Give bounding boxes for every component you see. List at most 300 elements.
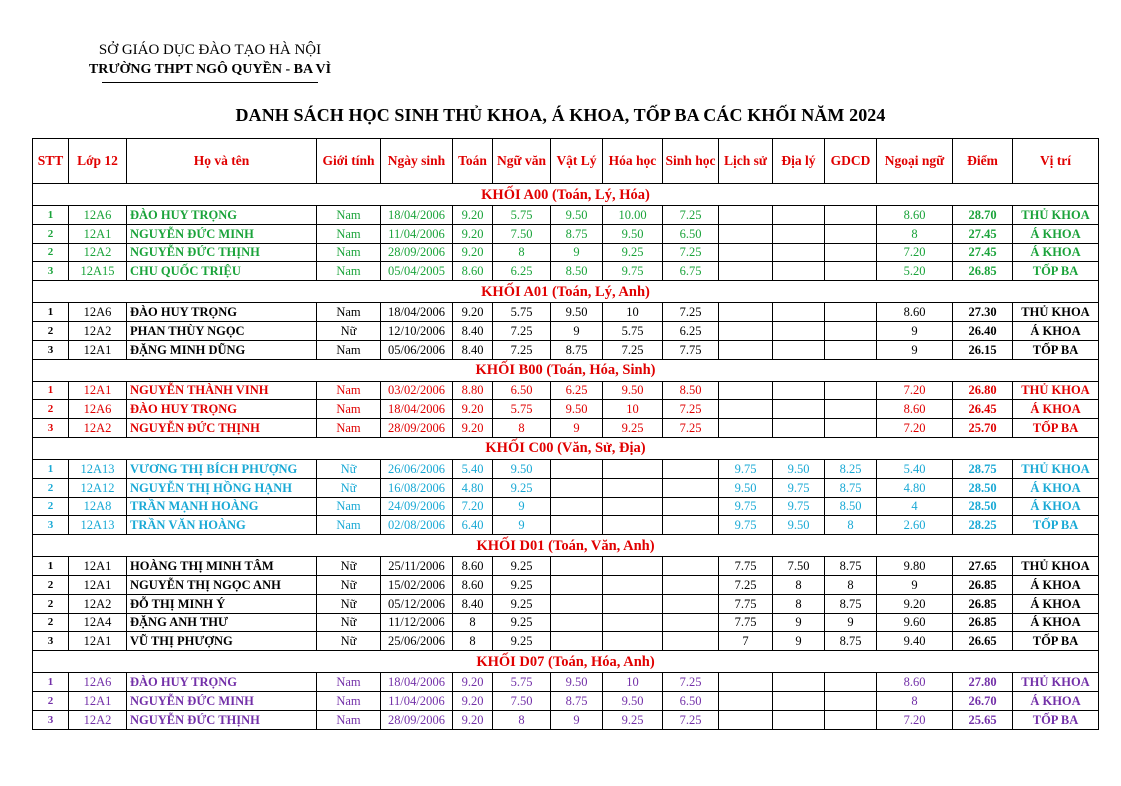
chemistry-cell: 9.25 — [603, 710, 663, 729]
class-cell: 12A1 — [69, 691, 127, 710]
stt-cell: 2 — [33, 400, 69, 419]
literature-cell: 7.50 — [493, 691, 551, 710]
birth-date-cell: 02/08/2006 — [381, 516, 453, 535]
total-score-cell: 26.85 — [953, 575, 1013, 594]
stt-cell: 2 — [33, 497, 69, 516]
math-cell: 9.20 — [453, 691, 493, 710]
history-cell — [719, 381, 773, 400]
foreign-language-cell: 4 — [877, 497, 953, 516]
geography-cell: 9.50 — [773, 516, 825, 535]
chemistry-cell: 10 — [603, 673, 663, 692]
gender-cell: Nam — [317, 691, 381, 710]
column-header: GDCD — [825, 139, 877, 184]
physics-cell — [551, 459, 603, 478]
total-score-cell: 27.65 — [953, 557, 1013, 576]
math-cell: 9.20 — [453, 206, 493, 225]
geography-cell — [773, 243, 825, 262]
rank-cell: THỦ KHOA — [1013, 673, 1099, 692]
literature-cell: 9.25 — [493, 557, 551, 576]
table-row — [33, 673, 1099, 692]
column-header: Ngày sinh — [381, 139, 453, 184]
math-cell: 5.40 — [453, 459, 493, 478]
math-cell: 8.40 — [453, 340, 493, 359]
total-score-cell: 26.40 — [953, 321, 1013, 340]
gender-cell: Nữ — [317, 594, 381, 613]
chemistry-cell: 10.00 — [603, 206, 663, 225]
group-header-row — [33, 281, 1099, 303]
student-name-cell: TRẦN MẠNH HOÀNG — [127, 497, 317, 516]
class-cell: 12A2 — [69, 321, 127, 340]
student-name-cell: NGUYỄN THỊ HỒNG HẠNH — [127, 478, 317, 497]
history-cell — [719, 691, 773, 710]
history-cell — [719, 303, 773, 322]
class-cell: 12A1 — [69, 575, 127, 594]
table-row — [33, 321, 1099, 340]
physics-cell: 8.75 — [551, 340, 603, 359]
student-name-cell: CHU QUỐC TRIỆU — [127, 262, 317, 281]
rank-cell: Á KHOA — [1013, 575, 1099, 594]
gender-cell: Nam — [317, 206, 381, 225]
stt-cell: 2 — [33, 478, 69, 497]
group-title: KHỐI D01 (Toán, Văn, Anh) — [33, 535, 1099, 557]
foreign-language-cell: 7.20 — [877, 243, 953, 262]
biology-cell — [663, 516, 719, 535]
student-name-cell: ĐÀO HUY TRỌNG — [127, 400, 317, 419]
student-name-cell: NGUYỄN ĐỨC THỊNH — [127, 710, 317, 729]
chemistry-cell: 10 — [603, 400, 663, 419]
geography-cell: 7.50 — [773, 557, 825, 576]
history-cell — [719, 243, 773, 262]
physics-cell: 8.75 — [551, 691, 603, 710]
civics-cell: 9 — [825, 613, 877, 632]
table-row — [33, 400, 1099, 419]
foreign-language-cell: 7.20 — [877, 419, 953, 438]
student-name-cell: ĐỖ THỊ MINH Ý — [127, 594, 317, 613]
student-name-cell: ĐÀO HUY TRỌNG — [127, 206, 317, 225]
biology-cell: 6.75 — [663, 262, 719, 281]
student-name-cell: ĐẶNG MINH DŨNG — [127, 340, 317, 359]
group-header-row — [33, 535, 1099, 557]
class-cell: 12A4 — [69, 613, 127, 632]
table-row — [33, 381, 1099, 400]
rank-cell: Á KHOA — [1013, 224, 1099, 243]
column-header: Giới tính — [317, 139, 381, 184]
rank-cell: Á KHOA — [1013, 321, 1099, 340]
chemistry-cell: 5.75 — [603, 321, 663, 340]
foreign-language-cell: 9 — [877, 340, 953, 359]
stt-cell: 2 — [33, 575, 69, 594]
civics-cell — [825, 381, 877, 400]
group-header-row — [33, 437, 1099, 459]
class-cell: 12A6 — [69, 673, 127, 692]
rank-cell: Á KHOA — [1013, 243, 1099, 262]
gender-cell: Nam — [317, 673, 381, 692]
civics-cell — [825, 673, 877, 692]
history-cell — [719, 321, 773, 340]
stt-cell: 1 — [33, 303, 69, 322]
biology-cell — [663, 478, 719, 497]
rank-cell: Á KHOA — [1013, 497, 1099, 516]
chemistry-cell: 9.75 — [603, 262, 663, 281]
table-header-row — [33, 139, 1099, 184]
class-cell: 12A1 — [69, 557, 127, 576]
class-cell: 12A15 — [69, 262, 127, 281]
literature-cell: 5.75 — [493, 206, 551, 225]
table-row — [33, 224, 1099, 243]
math-cell: 9.20 — [453, 224, 493, 243]
math-cell: 9.20 — [453, 243, 493, 262]
geography-cell: 8 — [773, 594, 825, 613]
history-cell: 9.75 — [719, 459, 773, 478]
foreign-language-cell: 9 — [877, 575, 953, 594]
geography-cell — [773, 400, 825, 419]
total-score-cell: 26.85 — [953, 594, 1013, 613]
table-row — [33, 206, 1099, 225]
header-underline — [102, 82, 318, 83]
column-header: Hóa học — [603, 139, 663, 184]
total-score-cell: 26.65 — [953, 632, 1013, 651]
history-cell — [719, 340, 773, 359]
civics-cell — [825, 691, 877, 710]
gender-cell: Nam — [317, 710, 381, 729]
rank-cell: TỐP BA — [1013, 340, 1099, 359]
class-cell: 12A2 — [69, 594, 127, 613]
physics-cell: 9 — [551, 419, 603, 438]
group-title: KHỐI B00 (Toán, Hóa, Sinh) — [33, 359, 1099, 381]
geography-cell — [773, 262, 825, 281]
biology-cell: 6.50 — [663, 224, 719, 243]
chemistry-cell — [603, 516, 663, 535]
birth-date-cell: 18/04/2006 — [381, 400, 453, 419]
column-header: Sinh học — [663, 139, 719, 184]
rank-cell: THỦ KHOA — [1013, 557, 1099, 576]
biology-cell — [663, 459, 719, 478]
literature-cell: 9.50 — [493, 459, 551, 478]
group-header-row — [33, 359, 1099, 381]
chemistry-cell: 9.50 — [603, 381, 663, 400]
stt-cell: 2 — [33, 224, 69, 243]
history-cell — [719, 710, 773, 729]
class-cell: 12A6 — [69, 303, 127, 322]
literature-cell: 9.25 — [493, 478, 551, 497]
total-score-cell: 26.85 — [953, 262, 1013, 281]
group-header-row — [33, 651, 1099, 673]
physics-cell: 9 — [551, 321, 603, 340]
geography-cell — [773, 710, 825, 729]
student-name-cell: NGUYỄN ĐỨC THỊNH — [127, 243, 317, 262]
geography-cell — [773, 673, 825, 692]
birth-date-cell: 11/04/2006 — [381, 224, 453, 243]
table-row — [33, 419, 1099, 438]
gender-cell: Nam — [317, 497, 381, 516]
birth-date-cell: 28/09/2006 — [381, 710, 453, 729]
column-header: Lịch sử — [719, 139, 773, 184]
rank-cell: THỦ KHOA — [1013, 206, 1099, 225]
civics-cell: 8.75 — [825, 632, 877, 651]
civics-cell — [825, 243, 877, 262]
geography-cell: 9.50 — [773, 459, 825, 478]
history-cell: 7.75 — [719, 613, 773, 632]
results-table — [32, 138, 1099, 730]
stt-cell: 3 — [33, 340, 69, 359]
math-cell: 7.20 — [453, 497, 493, 516]
student-name-cell: ĐẶNG ANH THƯ — [127, 613, 317, 632]
geography-cell — [773, 691, 825, 710]
math-cell: 8.40 — [453, 321, 493, 340]
history-cell: 9.75 — [719, 497, 773, 516]
class-cell: 12A12 — [69, 478, 127, 497]
total-score-cell: 28.70 — [953, 206, 1013, 225]
gender-cell: Nam — [317, 419, 381, 438]
class-cell: 12A2 — [69, 710, 127, 729]
gender-cell: Nữ — [317, 575, 381, 594]
total-score-cell: 25.70 — [953, 419, 1013, 438]
birth-date-cell: 24/09/2006 — [381, 497, 453, 516]
biology-cell: 7.25 — [663, 673, 719, 692]
class-cell: 12A2 — [69, 243, 127, 262]
math-cell: 9.20 — [453, 419, 493, 438]
physics-cell: 9.50 — [551, 673, 603, 692]
gender-cell: Nữ — [317, 459, 381, 478]
geography-cell — [773, 303, 825, 322]
document-header — [60, 40, 360, 83]
table-row — [33, 497, 1099, 516]
biology-cell — [663, 497, 719, 516]
class-cell: 12A6 — [69, 206, 127, 225]
civics-cell — [825, 262, 877, 281]
biology-cell: 7.25 — [663, 419, 719, 438]
biology-cell: 7.25 — [663, 303, 719, 322]
math-cell: 8.60 — [453, 557, 493, 576]
history-cell — [719, 262, 773, 281]
birth-date-cell: 18/04/2006 — [381, 303, 453, 322]
literature-cell: 8 — [493, 710, 551, 729]
history-cell — [719, 419, 773, 438]
biology-cell — [663, 613, 719, 632]
history-cell — [719, 224, 773, 243]
gender-cell: Nam — [317, 381, 381, 400]
math-cell: 8.60 — [453, 575, 493, 594]
physics-cell — [551, 632, 603, 651]
civics-cell: 8 — [825, 575, 877, 594]
foreign-language-cell: 8.60 — [877, 400, 953, 419]
birth-date-cell: 28/09/2006 — [381, 243, 453, 262]
foreign-language-cell: 9.40 — [877, 632, 953, 651]
student-name-cell: ĐÀO HUY TRỌNG — [127, 303, 317, 322]
literature-cell: 9.25 — [493, 613, 551, 632]
column-header: Lớp 12 — [69, 139, 127, 184]
civics-cell — [825, 400, 877, 419]
rank-cell: Á KHOA — [1013, 613, 1099, 632]
stt-cell: 3 — [33, 632, 69, 651]
biology-cell: 7.25 — [663, 206, 719, 225]
chemistry-cell — [603, 613, 663, 632]
class-cell: 12A13 — [69, 459, 127, 478]
foreign-language-cell: 2.60 — [877, 516, 953, 535]
chemistry-cell — [603, 557, 663, 576]
biology-cell — [663, 594, 719, 613]
birth-date-cell: 05/06/2006 — [381, 340, 453, 359]
total-score-cell: 25.65 — [953, 710, 1013, 729]
class-cell: 12A8 — [69, 497, 127, 516]
civics-cell — [825, 206, 877, 225]
stt-cell: 3 — [33, 710, 69, 729]
table-row — [33, 243, 1099, 262]
rank-cell: Á KHOA — [1013, 478, 1099, 497]
total-score-cell: 27.80 — [953, 673, 1013, 692]
column-header: Địa lý — [773, 139, 825, 184]
chemistry-cell — [603, 575, 663, 594]
geography-cell — [773, 206, 825, 225]
literature-cell: 8 — [493, 243, 551, 262]
math-cell: 9.20 — [453, 673, 493, 692]
literature-cell: 5.75 — [493, 303, 551, 322]
foreign-language-cell: 8.60 — [877, 206, 953, 225]
stt-cell: 2 — [33, 613, 69, 632]
student-name-cell: HOÀNG THỊ MINH TÂM — [127, 557, 317, 576]
geography-cell: 9.75 — [773, 478, 825, 497]
stt-cell: 2 — [33, 321, 69, 340]
student-name-cell: VƯƠNG THỊ BÍCH PHƯỢNG — [127, 459, 317, 478]
rank-cell: Á KHOA — [1013, 400, 1099, 419]
foreign-language-cell: 7.20 — [877, 381, 953, 400]
school-name: TRƯỜNG THPT NGÔ QUYỀN - BA VÌ — [88, 62, 332, 77]
class-cell: 12A13 — [69, 516, 127, 535]
chemistry-cell: 9.50 — [603, 691, 663, 710]
gender-cell: Nam — [317, 262, 381, 281]
class-cell: 12A1 — [69, 340, 127, 359]
department-name: SỞ GIÁO DỤC ĐÀO TẠO HÀ NỘI — [98, 42, 322, 58]
physics-cell — [551, 613, 603, 632]
math-cell: 8.80 — [453, 381, 493, 400]
literature-cell: 9 — [493, 497, 551, 516]
history-cell: 7.75 — [719, 557, 773, 576]
biology-cell — [663, 575, 719, 594]
total-score-cell: 26.85 — [953, 613, 1013, 632]
table-row — [33, 710, 1099, 729]
civics-cell — [825, 224, 877, 243]
civics-cell: 8.50 — [825, 497, 877, 516]
biology-cell: 8.50 — [663, 381, 719, 400]
history-cell: 7.25 — [719, 575, 773, 594]
chemistry-cell — [603, 594, 663, 613]
group-title: KHỐI C00 (Văn, Sử, Địa) — [33, 437, 1099, 459]
physics-cell: 9 — [551, 243, 603, 262]
stt-cell: 3 — [33, 419, 69, 438]
physics-cell — [551, 478, 603, 497]
stt-cell: 1 — [33, 459, 69, 478]
math-cell: 6.40 — [453, 516, 493, 535]
history-cell: 7 — [719, 632, 773, 651]
math-cell: 9.20 — [453, 303, 493, 322]
class-cell: 12A2 — [69, 419, 127, 438]
rank-cell: THỦ KHOA — [1013, 303, 1099, 322]
geography-cell — [773, 224, 825, 243]
birth-date-cell: 26/06/2006 — [381, 459, 453, 478]
civics-cell: 8.75 — [825, 594, 877, 613]
physics-cell: 9.50 — [551, 303, 603, 322]
physics-cell: 8.75 — [551, 224, 603, 243]
literature-cell: 5.75 — [493, 673, 551, 692]
biology-cell — [663, 557, 719, 576]
chemistry-cell: 9.50 — [603, 224, 663, 243]
student-name-cell: NGUYỄN ĐỨC THỊNH — [127, 419, 317, 438]
literature-cell: 7.25 — [493, 321, 551, 340]
civics-cell — [825, 340, 877, 359]
table-row — [33, 340, 1099, 359]
civics-cell — [825, 710, 877, 729]
foreign-language-cell: 9.80 — [877, 557, 953, 576]
column-header: Ngữ văn — [493, 139, 551, 184]
group-title: KHỐI D07 (Toán, Hóa, Anh) — [33, 651, 1099, 673]
table-row — [33, 516, 1099, 535]
group-title: KHỐI A00 (Toán, Lý, Hóa) — [33, 184, 1099, 206]
class-cell: 12A6 — [69, 400, 127, 419]
chemistry-cell — [603, 632, 663, 651]
foreign-language-cell: 5.40 — [877, 459, 953, 478]
math-cell: 9.20 — [453, 400, 493, 419]
geography-cell: 8 — [773, 575, 825, 594]
total-score-cell: 28.50 — [953, 478, 1013, 497]
stt-cell: 1 — [33, 557, 69, 576]
stt-cell: 3 — [33, 262, 69, 281]
table-row — [33, 459, 1099, 478]
biology-cell: 7.25 — [663, 243, 719, 262]
gender-cell: Nữ — [317, 321, 381, 340]
rank-cell: TỐP BA — [1013, 516, 1099, 535]
table-row — [33, 575, 1099, 594]
table-row — [33, 478, 1099, 497]
biology-cell: 6.25 — [663, 321, 719, 340]
gender-cell: Nam — [317, 224, 381, 243]
column-header: Vật Lý — [551, 139, 603, 184]
chemistry-cell — [603, 478, 663, 497]
physics-cell — [551, 575, 603, 594]
gender-cell: Nam — [317, 340, 381, 359]
biology-cell — [663, 632, 719, 651]
foreign-language-cell: 5.20 — [877, 262, 953, 281]
table-row — [33, 303, 1099, 322]
geography-cell — [773, 340, 825, 359]
literature-cell: 9.25 — [493, 575, 551, 594]
biology-cell: 7.25 — [663, 400, 719, 419]
total-score-cell: 28.25 — [953, 516, 1013, 535]
student-name-cell: NGUYỄN ĐỨC MINH — [127, 224, 317, 243]
column-header: Họ và tên — [127, 139, 317, 184]
civics-cell — [825, 303, 877, 322]
stt-cell: 2 — [33, 691, 69, 710]
rank-cell: TỐP BA — [1013, 710, 1099, 729]
literature-cell: 5.75 — [493, 400, 551, 419]
foreign-language-cell: 9.20 — [877, 594, 953, 613]
table-row — [33, 632, 1099, 651]
physics-cell — [551, 557, 603, 576]
total-score-cell: 26.45 — [953, 400, 1013, 419]
student-name-cell: PHAN THÙY NGỌC — [127, 321, 317, 340]
student-name-cell: NGUYỄN ĐỨC MINH — [127, 691, 317, 710]
chemistry-cell — [603, 459, 663, 478]
math-cell: 9.20 — [453, 710, 493, 729]
rank-cell: TỐP BA — [1013, 632, 1099, 651]
table-row — [33, 557, 1099, 576]
foreign-language-cell: 9.60 — [877, 613, 953, 632]
rank-cell: THỦ KHOA — [1013, 381, 1099, 400]
biology-cell: 6.50 — [663, 691, 719, 710]
math-cell: 8.60 — [453, 262, 493, 281]
birth-date-cell: 16/08/2006 — [381, 478, 453, 497]
column-header: Điểm — [953, 139, 1013, 184]
birth-date-cell: 03/02/2006 — [381, 381, 453, 400]
